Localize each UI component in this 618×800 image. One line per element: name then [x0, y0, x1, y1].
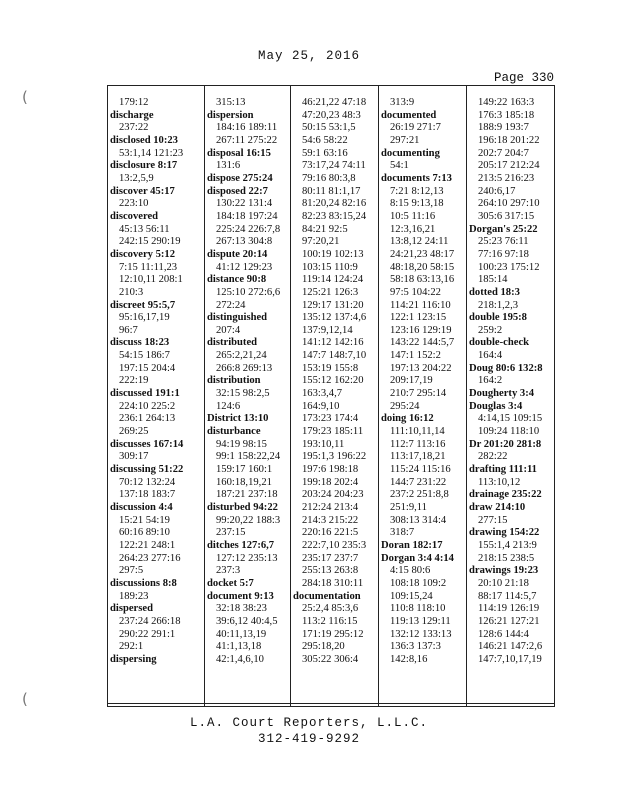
index-locator: 225:24 226:7,8: [216, 223, 281, 235]
index-locator: 251:9,11: [390, 502, 427, 513]
index-term: disposal 16:15: [207, 147, 271, 159]
index-locator: 109:15,24: [390, 590, 433, 602]
index-locator: 240:6,17: [478, 185, 516, 197]
index-locator: 160:18,19,21: [216, 476, 272, 488]
index-locator: 290:22 291:1: [119, 628, 176, 640]
index-locator: 103:15 110:9: [302, 261, 358, 273]
index-term: discovery 5:12: [110, 248, 176, 260]
index-locator: 267:11 275:22: [216, 134, 278, 146]
index-locator: 110:8 118:10: [390, 603, 446, 615]
footer-phone: 312-419-9292: [257, 732, 360, 746]
index-term: discussed 191:1: [110, 388, 180, 400]
index-locator: 297:21: [390, 134, 420, 146]
index-locator: 179:23 185:11: [302, 426, 364, 438]
index-locator: 114:21 116:10: [390, 299, 451, 311]
index-column: [108, 86, 204, 706]
index-locator: 10:5 11:16: [390, 210, 436, 222]
index-locator: 60:16 89:10: [119, 527, 170, 539]
index-term: disclosure 8:17: [110, 160, 178, 172]
index-term: documentation: [293, 590, 361, 602]
index-locator: 12:10,11 208:1: [119, 274, 183, 286]
index-locator: 199:18 202:4: [302, 476, 359, 488]
index-locator: 205:17 212:24: [478, 160, 540, 172]
index-locator: 80:11 81:1,17: [302, 185, 361, 197]
index-locator: 214:3 215:22: [302, 514, 359, 526]
index-locator: 100:23 175:12: [478, 261, 540, 273]
index-locator: 297:5: [119, 565, 144, 577]
index-locator: 305:22 306:4: [302, 653, 359, 665]
index-term: Douglas 3:4: [469, 400, 523, 412]
index-locator: 184:16 189:11: [216, 122, 278, 134]
index-term: discussing 51:22: [110, 464, 184, 476]
index-locator: 272:24: [216, 299, 246, 311]
index-locator: 94:19 98:15: [216, 438, 267, 450]
index-term: doing 16:12: [381, 413, 434, 425]
index-locator: 84:21 92:5: [302, 223, 348, 235]
index-locator: 95:16,17,19: [119, 312, 170, 324]
index-locator: 197:6 198:18: [302, 464, 359, 476]
index-locator: 164:2: [478, 375, 503, 387]
index-locator: 153:19 155:8: [302, 362, 359, 374]
index-locator: 123:16 129:19: [390, 324, 452, 336]
index-term: discovered: [110, 210, 159, 222]
index-locator: 222:19: [119, 375, 149, 387]
index-locator: 119:14 124:24: [302, 274, 364, 286]
index-locator: 235:17 237:7: [302, 552, 359, 564]
index-term: discharge: [110, 109, 154, 121]
index-locator: 292:1: [119, 641, 144, 653]
index-locator: 97:5 104:22: [390, 286, 441, 298]
index-locator: 173:23 174:4: [302, 413, 359, 425]
index-locator: 100:19 102:13: [302, 248, 364, 260]
index-locator: 32:18 38:23: [216, 603, 267, 615]
index-locator: 113:10,12: [478, 476, 521, 488]
index-term: disturbed 94:22: [207, 502, 278, 513]
index-term: ditches 127:6,7: [207, 539, 275, 551]
index-locator: 295:18,20: [302, 641, 345, 653]
index-locator: 115:24 115:16: [390, 464, 451, 476]
index-locator: 207:4: [216, 324, 241, 336]
index-locator: 108:18 109:2: [390, 577, 447, 589]
index-locator: 7:21 8:12,13: [390, 185, 444, 197]
index-locator: 202:7 204:7: [478, 147, 529, 159]
index-term: Dougherty 3:4: [469, 388, 535, 400]
index-locator: 255:13 263:8: [302, 565, 359, 577]
index-locator: 237:2 251:8,8: [390, 489, 449, 501]
index-term: Dr 201:20 281:8: [469, 438, 542, 450]
index-locator: 308:13 314:4: [390, 514, 447, 526]
index-locator: 137:18 183:7: [119, 489, 176, 501]
index-term: docket 5:7: [207, 577, 254, 589]
index-locator: 54:15 186:7: [119, 350, 170, 362]
index-locator: 163:3,4,7: [302, 388, 343, 400]
index-term: Doug 80:6 132:8: [469, 362, 543, 374]
word-index-table: [107, 85, 555, 707]
index-locator: 267:13 304:8: [216, 236, 273, 248]
index-locator: 237:15: [216, 527, 246, 539]
index-locator: 189:23: [119, 590, 149, 602]
index-locator: 266:8 269:13: [216, 362, 273, 374]
index-locator: 41:12 129:23: [216, 261, 273, 273]
index-locator: 8:15 9:13,18: [390, 198, 444, 210]
index-locator: 59:1 63:16: [302, 147, 348, 159]
index-term: double-check: [469, 337, 530, 349]
index-locator: 224:10 225:2: [119, 400, 176, 412]
index-locator: 195:1,3 196:22: [302, 451, 367, 463]
index-locator: 315:13: [216, 97, 246, 108]
margin-mark: (: [22, 690, 28, 708]
index-locator: 146:21 147:2,6: [478, 641, 543, 653]
index-locator: 193:10,11: [302, 438, 345, 450]
index-locator: 99:1 158:22,24: [216, 451, 281, 463]
index-locator: 179:12: [119, 97, 149, 108]
index-locator: 136:3 137:3: [390, 641, 441, 653]
index-locator: 47:20,23 48:3: [302, 109, 361, 121]
index-term: distinguished: [207, 312, 268, 324]
index-locator: 220:16 221:5: [302, 527, 359, 539]
index-locator: 7:15 11:11,23: [119, 261, 178, 273]
index-locator: 222:7,10 235:3: [302, 539, 367, 551]
index-locator: 143:22 144:5,7: [390, 337, 455, 349]
index-locator: 305:6 317:15: [478, 210, 535, 222]
index-locator: 212:24 213:4: [302, 502, 359, 513]
index-term: disclosed 10:23: [110, 134, 178, 146]
footer-reporter: L.A. Court Reporters, L.L.C.: [189, 716, 429, 730]
index-locator: 318:7: [390, 527, 415, 539]
index-locator: 4:15 80:6: [390, 565, 431, 577]
index-term: drafting 111:11: [469, 464, 537, 476]
index-locator: 269:25: [119, 426, 149, 438]
index-locator: 137:9,12,14: [302, 324, 353, 336]
index-locator: 128:6 144:4: [478, 628, 529, 640]
index-locator: 144:7 231:22: [390, 476, 447, 488]
index-locator: 203:24 204:23: [302, 489, 364, 501]
index-locator: 113:2 116:15: [302, 615, 358, 627]
index-locator: 149:22 163:3: [478, 97, 535, 108]
index-locator: 125:10 272:6,6: [216, 286, 281, 298]
index-term: Dorgan's 25:22: [469, 223, 538, 235]
index-column: [466, 86, 556, 706]
index-locator: 97:20,21: [302, 236, 340, 248]
index-locator: 313:9: [390, 97, 415, 108]
index-locator: 265:2,21,24: [216, 350, 267, 362]
index-term: drawings 19:23: [469, 565, 539, 577]
index-term: discusses 167:14: [110, 438, 184, 450]
index-locator: 73:17,24 74:11: [302, 160, 366, 172]
index-locator: 114:19 126:19: [478, 603, 540, 615]
index-locator: 41:1,13,18: [216, 641, 262, 653]
index-locator: 147:1 152:2: [390, 350, 441, 362]
index-locator: 48:18,20 58:15: [390, 261, 455, 273]
index-locator: 82:23 83:15,24: [302, 210, 367, 222]
index-locator: 171:19 295:12: [302, 628, 364, 640]
index-locator: 13:2,5,9: [119, 172, 154, 184]
index-term: documents 7:13: [381, 172, 452, 184]
index-term: dotted 18:3: [469, 286, 520, 298]
index-locator: 223:10: [119, 198, 149, 210]
index-locator: 109:24 118:10: [478, 426, 540, 438]
index-locator: 113:17,18,21: [390, 451, 446, 463]
index-column: [204, 86, 290, 706]
index-locator: 242:15 290:19: [119, 236, 181, 248]
index-locator: 129:17 131:20: [302, 299, 364, 311]
index-term: disturbance: [207, 426, 261, 438]
index-term: discreet 95:5,7: [110, 299, 176, 311]
index-locator: 50:15 53:1,5: [302, 122, 356, 134]
index-term: discover 45:17: [110, 185, 175, 197]
index-locator: 188:9 193:7: [478, 122, 529, 134]
index-locator: 213:5 216:23: [478, 172, 535, 184]
index-locator: 164:9,10: [302, 400, 340, 412]
index-locator: 155:1,4 213:9: [478, 539, 537, 551]
index-locator: 284:18 310:11: [302, 577, 364, 589]
index-locator: 119:13 129:11: [390, 615, 451, 627]
index-locator: 236:1 264:13: [119, 413, 176, 425]
index-locator: 25:23 76:11: [478, 236, 529, 248]
index-locator: 99:20,22 188:3: [216, 514, 281, 526]
margin-mark: (: [22, 88, 28, 106]
index-locator: 130:22 131:4: [216, 198, 273, 210]
index-locator: 131:6: [216, 160, 241, 172]
index-term: Doran 182:17: [381, 539, 443, 551]
index-locator: 4:14,15 109:15: [478, 413, 543, 425]
index-locator: 24:21,23 48:17: [390, 248, 455, 260]
index-locator: 277:15: [478, 514, 508, 526]
index-locator: 81:20,24 82:16: [302, 198, 367, 210]
index-term: double 195:8: [469, 312, 527, 324]
index-locator: 96:7: [119, 324, 138, 336]
index-locator: 39:6,12 40:4,5: [216, 615, 278, 627]
index-locator: 209:17,19: [390, 375, 433, 387]
index-locator: 46:21,22 47:18: [302, 97, 367, 108]
index-locator: 58:18 63:13,16: [390, 274, 455, 286]
index-locator: 122:21 248:1: [119, 539, 176, 551]
index-locator: 159:17 160:1: [216, 464, 273, 476]
index-locator: 122:1 123:15: [390, 312, 447, 324]
index-locator: 111:10,11,14: [390, 426, 445, 438]
index-locator: 42:1,4,6,10: [216, 653, 264, 665]
index-term: distance 90:8: [207, 274, 267, 286]
index-locator: 112:7 113:16: [390, 438, 446, 450]
page-date: May 25, 2016: [257, 49, 360, 63]
index-locator: 295:24: [390, 400, 420, 412]
index-locator: 218:15 238:5: [478, 552, 535, 564]
index-locator: 264:23 277:16: [119, 552, 181, 564]
index-term: dispute 20:14: [207, 248, 268, 260]
index-locator: 45:13 56:11: [119, 223, 170, 235]
index-term: dispersion: [207, 109, 254, 121]
index-term: dispersing: [110, 653, 157, 665]
index-locator: 32:15 98:2,5: [216, 388, 270, 400]
index-locator: 25:2,4 85:3,6: [302, 603, 359, 615]
index-term: District 13:10: [207, 413, 269, 425]
index-locator: 187:21 237:18: [216, 489, 278, 501]
index-locator: 40:11,13,19: [216, 628, 267, 640]
index-term: discussions 8:8: [110, 577, 177, 589]
index-locator: 282:22: [478, 451, 508, 463]
index-term: dispersed: [110, 603, 153, 615]
index-locator: 126:21 127:21: [478, 615, 540, 627]
index-locator: 70:12 132:24: [119, 476, 176, 488]
index-locator: 125:21 126:3: [302, 286, 359, 298]
index-locator: 141:12 142:16: [302, 337, 364, 349]
index-term: draw 214:10: [469, 502, 526, 513]
index-locator: 237:24 266:18: [119, 615, 181, 627]
index-locator: 132:12 133:13: [390, 628, 452, 640]
index-locator: 210:7 295:14: [390, 388, 447, 400]
index-locator: 127:12 235:13: [216, 552, 278, 564]
index-term: drawing 154:22: [469, 527, 540, 539]
index-locator: 184:18 197:24: [216, 210, 278, 222]
index-column: [378, 86, 466, 706]
index-locator: 88:17 114:5,7: [478, 590, 537, 602]
index-locator: 20:10 21:18: [478, 577, 529, 589]
index-locator: 164:4: [478, 350, 503, 362]
index-locator: 237:22: [119, 122, 149, 134]
index-column: [290, 86, 378, 706]
index-locator: 155:12 162:20: [302, 375, 364, 387]
index-locator: 259:2: [478, 324, 503, 336]
index-locator: 196:18 201:22: [478, 134, 540, 146]
index-locator: 237:3: [216, 565, 241, 577]
index-locator: 26:19 271:7: [390, 122, 441, 134]
index-locator: 124:6: [216, 400, 241, 412]
index-locator: 142:8,16: [390, 653, 428, 665]
index-term: documented: [381, 109, 437, 121]
index-locator: 15:21 54:19: [119, 514, 170, 526]
index-locator: 54:6 58:22: [302, 134, 348, 146]
index-locator: 210:3: [119, 286, 144, 298]
index-locator: 135:12 137:4,6: [302, 312, 367, 324]
index-term: discuss 18:23: [110, 337, 170, 349]
index-term: distribution: [207, 375, 261, 387]
index-locator: 185:14: [478, 274, 508, 286]
index-locator: 79:16 80:3,8: [302, 172, 356, 184]
index-locator: 12:3,16,21: [390, 223, 436, 235]
index-term: document 9:13: [207, 590, 274, 602]
index-locator: 309:17: [119, 451, 149, 463]
index-term: distributed: [207, 337, 258, 349]
index-term: documenting: [381, 147, 440, 159]
page-number: Page 330: [494, 71, 555, 85]
index-locator: 264:10 297:10: [478, 198, 540, 210]
index-term: disposed 22:7: [207, 185, 268, 197]
index-locator: 147:7,10,17,19: [478, 653, 542, 665]
index-locator: 13:8,12 24:11: [390, 236, 449, 248]
index-locator: 77:16 97:18: [478, 248, 529, 260]
index-term: discussion 4:4: [110, 502, 173, 513]
index-term: Dorgan 3:4 4:14: [381, 552, 454, 564]
index-locator: 197:15 204:4: [119, 362, 176, 374]
index-term: dispose 275:24: [207, 172, 273, 184]
index-locator: 147:7 148:7,10: [302, 350, 367, 362]
index-locator: 54:1: [390, 160, 409, 172]
index-term: drainage 235:22: [469, 489, 542, 501]
index-locator: 53:1,14 121:23: [119, 147, 184, 159]
index-locator: 218:1,2,3: [478, 299, 519, 311]
index-locator: 197:13 204:22: [390, 362, 452, 374]
index-locator: 176:3 185:18: [478, 109, 535, 121]
